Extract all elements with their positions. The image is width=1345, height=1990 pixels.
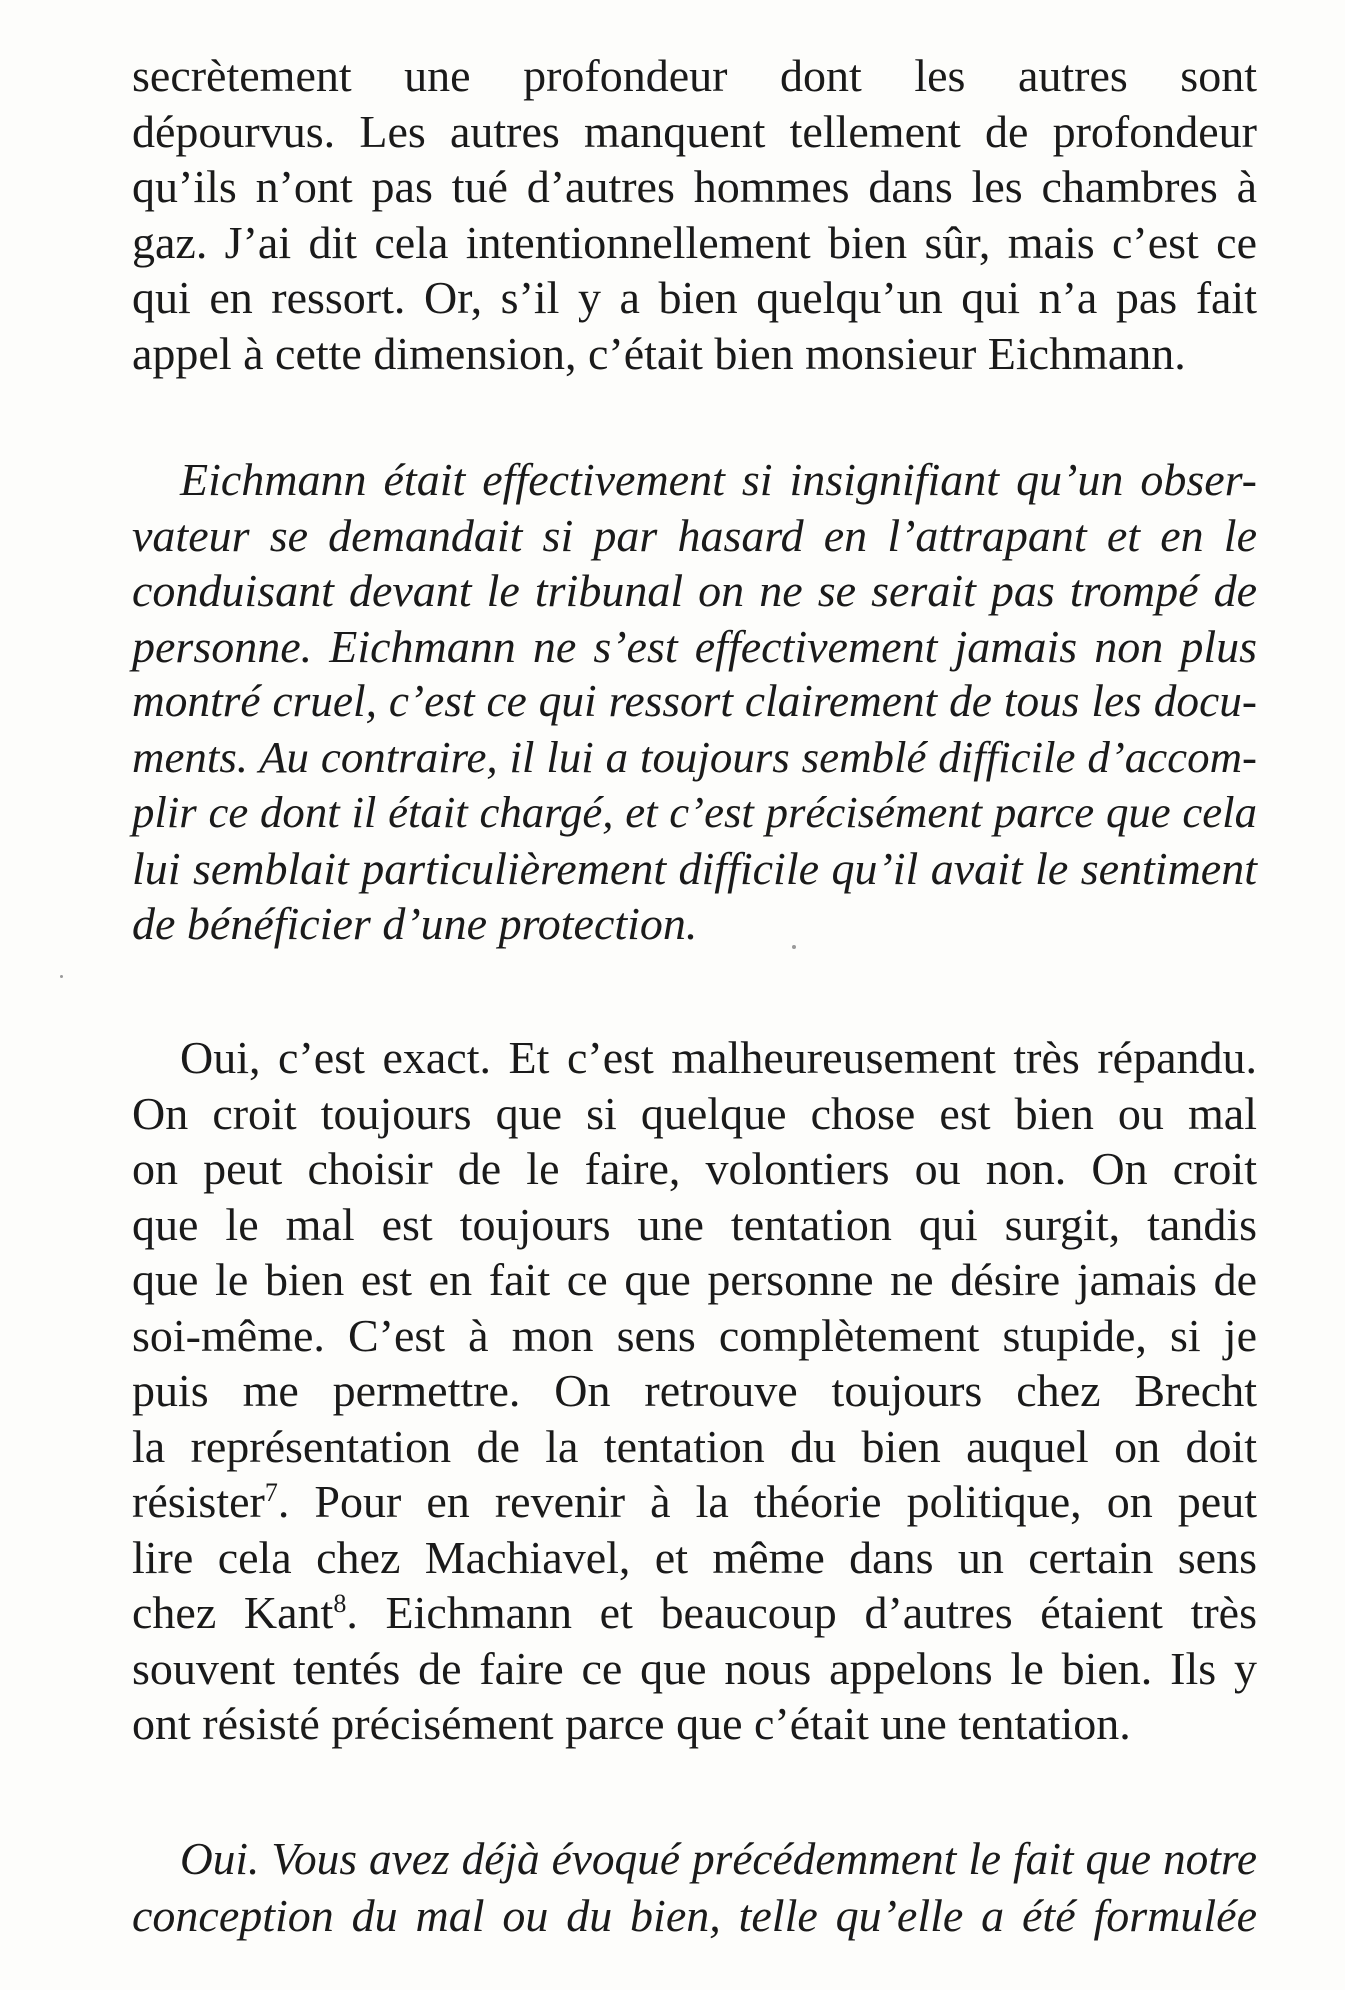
- text-line-with-footnote-8: [132, 1585, 1257, 1641]
- paragraph-answer-2: [132, 1030, 1257, 1752]
- text-line: Eichmann était effectivement si insignifiant qu’un obser-: [180, 454, 1257, 505]
- text-line: On croit toujours que si quelque chose est bien ou mal: [132, 1087, 1257, 1139]
- text-line: vateur se demandait si par hasard en l’attrapant et en le: [132, 509, 1257, 561]
- text-line: Oui, c’est exact. Et c’est malheureusement très répandu.: [180, 1032, 1257, 1083]
- text-line: lire cela chez Machiavel, et même dans un certain sens: [132, 1531, 1257, 1583]
- text-line: puis me permettre. On retrouve toujours chez Brecht: [132, 1365, 1257, 1416]
- text-line: montré cruel, c’est ce qui ressort clairement de tous les docu-: [132, 676, 1257, 726]
- paragraph-answer-1: [132, 48, 1257, 381]
- text-line: souvent tentés de faire ce que nous appelons le bien. Ils y: [132, 1642, 1257, 1694]
- text-line: Oui. Vous avez déjà évoqué précédemment le fait que notre: [180, 1834, 1257, 1884]
- text-line: de bénéficier d’une protection.: [132, 898, 698, 949]
- text-line: soi-même. C’est à mon sens complètement stupide, si je: [132, 1309, 1257, 1361]
- text-line: gaz. J’ai dit cela intentionnellement bien sûr, mais c’est ce: [132, 216, 1257, 268]
- paragraph-question-2: [132, 1832, 1257, 1943]
- text-line: qui en ressort. Or, s’il y a bien quelqu’un qui n’a pas fait: [132, 272, 1257, 323]
- text-line: conduisant devant le tribunal on ne se serait pas trompé de: [132, 565, 1257, 616]
- text-line-with-footnote-7: [132, 1474, 1257, 1530]
- text-line: ments. Au contraire, il lui a toujours semblé difficile d’accom-: [132, 731, 1257, 782]
- text-line: plir ce dont il était chargé, et c’est précisément parce que cela: [132, 787, 1257, 837]
- paragraph-question-1: [132, 452, 1257, 952]
- text-line: que le bien est en fait ce que personne ne désire jamais de: [132, 1254, 1257, 1305]
- text-line: conception du mal ou du bien, telle qu’elle a été formulée: [132, 1889, 1257, 1941]
- text-segment: . Eichmann et beaucoup d’autres étaient très: [346, 1587, 1257, 1638]
- text-line: ont résisté précisément parce que c’était une tentation.: [132, 1698, 1131, 1749]
- scan-speck: [792, 945, 796, 949]
- text-line: lui semblait particulièrement difficile qu’il avait le sentiment: [132, 842, 1257, 894]
- text-line: que le mal est toujours une tentation qui surgit, tandis: [132, 1198, 1257, 1250]
- text-line: dépourvus. Les autres manquent tellement de profondeur: [132, 105, 1257, 157]
- text-line: qu’ils n’ont pas tué d’autres hommes dans les chambres à: [132, 161, 1257, 212]
- text-line: secrètement une profondeur dont les autres sont: [132, 50, 1257, 101]
- text-line: la représentation de la tentation du bien auquel on doit: [132, 1420, 1257, 1472]
- text-line: personne. Eichmann ne s’est effectivement jamais non plus: [132, 620, 1257, 672]
- footnote-ref-8[interactable]: 8: [333, 1589, 347, 1618]
- text-line: on peut choisir de le faire, volontiers ou non. On croit: [132, 1143, 1257, 1194]
- footnote-ref-7[interactable]: 7: [264, 1478, 278, 1507]
- scan-speck: [60, 975, 63, 978]
- text-segment: chez Kant: [132, 1587, 334, 1638]
- text-line: appel à cette dimension, c’était bien monsieur Eichmann.: [132, 327, 1186, 379]
- text-segment: . Pour en revenir à la théorie politique, on peut: [277, 1476, 1257, 1527]
- text-segment: résister: [132, 1476, 265, 1527]
